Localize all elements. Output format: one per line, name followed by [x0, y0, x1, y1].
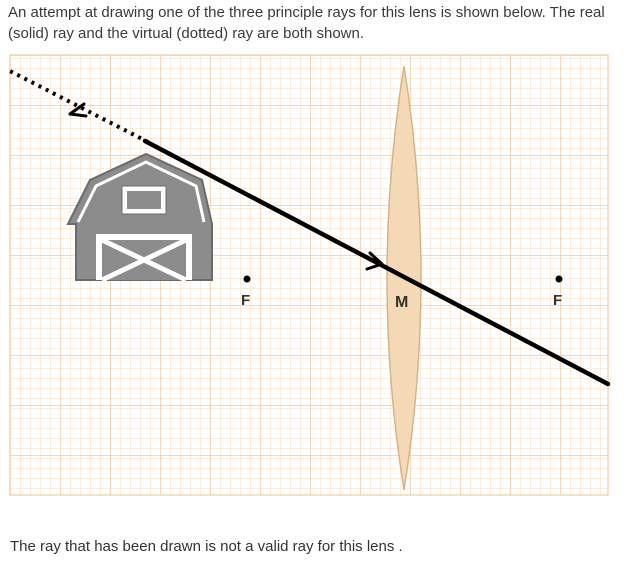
question-conclusion: The ray that has been drawn is not a valid ray for this lens . — [10, 538, 403, 555]
right-focal-label: F — [553, 292, 563, 309]
left-focal-point — [244, 276, 251, 283]
question-intro: An attempt at drawing one of the three principle rays for this lens is shown below. The real (solid) ray and the virtual (dotted) ray are both shown. — [8, 4, 605, 42]
lens-center-label: M — [395, 294, 409, 311]
ray-diagram — [0, 52, 628, 498]
left-focal-label: F — [241, 292, 251, 309]
right-focal-point — [556, 276, 563, 283]
